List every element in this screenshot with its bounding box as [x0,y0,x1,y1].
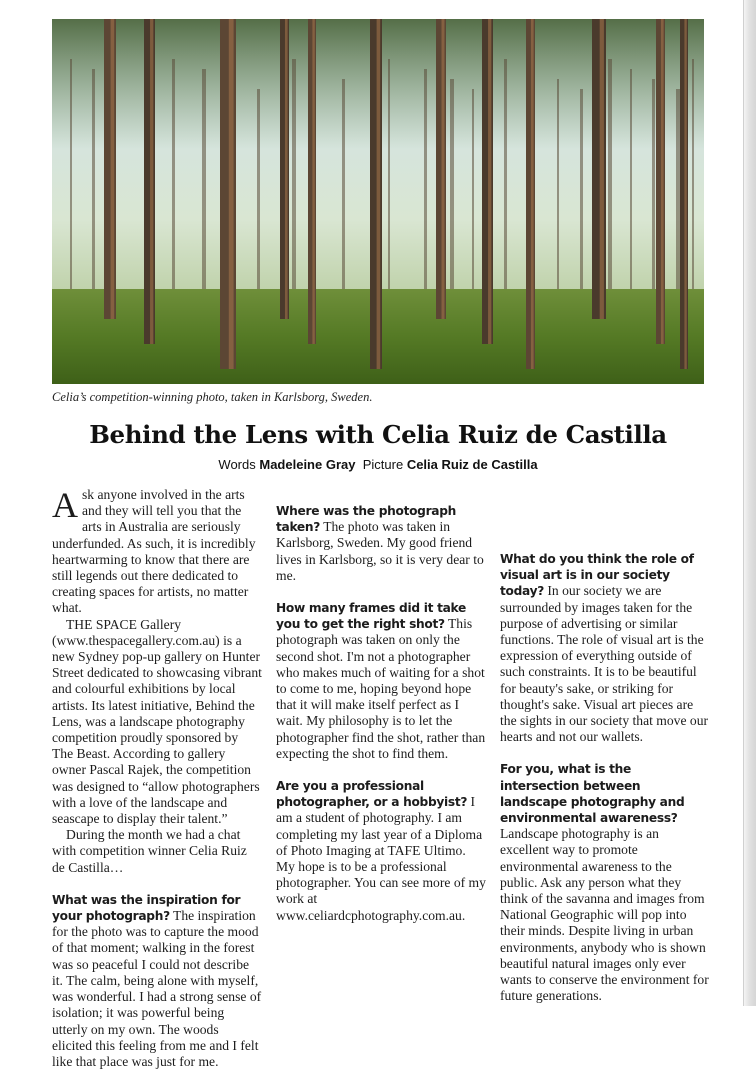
background-trunk [652,79,655,309]
question-location: Where was the photograph taken? [276,504,457,535]
trunk-highlight [442,19,445,319]
question-frames: How many frames did it take you to get the right shot? [276,601,466,632]
background-trunk [92,69,95,309]
byline-photographer: Celia Ruiz de Castilla [406,457,538,472]
answer-professional: I am a student of photography. I am completing my last year of a Diploma of Photo Imaging at TAFE Ultimo. My hope is to be a professional photographer. You can see more of my work at www.celiardcphotography.com.au. [276,794,486,923]
trunk-highlight [285,19,288,319]
trunk-highlight [111,19,115,319]
qa-environment [500,761,710,1004]
background-trunk [450,79,454,309]
chat-paragraph: During the month we had a chat with competition winner Celia Ruiz de Castilla… [52,827,247,875]
qa-location [276,503,486,584]
byline-words-label: Words [218,457,256,472]
qa-professional [276,778,486,924]
answer-frames: This photograph was taken on only the second shot. I'm not a photographer who makes much of waiting for a shot to come to me, hoping beyond hope that it will make itself perfect as I wait. My philosophy is to let the photographer find the shot, rather than expecting the shot to find them. [276,616,486,761]
article-title: Behind the Lens with Celia Ruiz de Castilla [89,420,667,449]
page-edge [743,0,756,1006]
background-trunk [172,59,175,309]
gallery-paragraph: THE SPACE Gallery (www.thespacegallery.com.au) is a new Sydney pop-up gallery on Hunter Street dedicated to showcasing vibrant and colourful exhibitions by local artists. Its latest initiative, Behind the Lens, was a landscape photography competition proudly sponsored by The Beast. According to gallery owner Pascal Rajek, the competition was designed to “allow photographers with a love of the landscape and seascape to display their talent.” [52,616,262,827]
question-professional: Are you a professional photographer, or a hobbyist? [276,779,468,810]
background-trunk [424,69,427,309]
background-trunk [504,59,507,309]
drop-cap: A [52,485,78,525]
answer-environment: Landscape photography is an excellent way to promote environmental awareness to the public. Ask any person what they think of the savanna and images from National Geographic will pop into their minds. Despite living in urban environments, anybody who is shown beautiful natural images only ever wants to conserve the environment for future generations. [500,826,709,1004]
background-trunk [257,89,260,309]
trunk-highlight [661,19,664,344]
answer-location: The photo was taken in Karlsborg, Sweden. My good friend lives in Karlsborg, so it is very dear to me. [276,519,484,583]
intro-paragraph [52,487,262,617]
background-trunk [70,59,72,309]
forest-illustration [52,19,704,384]
pine-forest-photo [52,19,704,384]
trunk-highlight [150,19,153,344]
trunk-highlight [229,19,234,369]
byline-author: Madeleine Gray [259,457,356,472]
trunk-highlight [531,19,534,369]
background-trunk [472,89,474,309]
background-trunk [388,59,390,309]
byline-picture-label: Picture [362,457,404,472]
answer-inspiration: The inspiration for the photo was to capture the mood of that moment; walking in the forest was so peaceful I could not describe it. The calm, being alone with myself, was wonderful. I had a strong sense of isolation; it was powerful being utterly on my own. The woods elicited this feeling from me and I felt like that place was just for me. [52,908,262,1069]
article-column-3 [500,487,710,1004]
background-trunk [630,69,632,309]
question-inspiration: What was the inspiration for your photograph? [52,892,241,924]
qa-frames [276,600,486,762]
background-trunk [608,59,612,309]
trunk-highlight [684,19,686,369]
intro-text: sk anyone involved in the arts and they will tell you that the arts in Australia are seriously underfunded. As such, it is incredibly heartwarming to know that there are still legends out there dedicated to creating spaces for artists, no matter what. [52,487,256,616]
trunk-highlight [312,19,314,344]
background-trunk [342,79,345,309]
article-column-2 [276,487,486,924]
question-visual-art: What do you think the role of visual art is in our society today? [500,552,694,599]
trunk-highlight [488,19,491,344]
photo-caption: Celia’s competition-winning photo, taken in Karlsborg, Sweden. [52,390,373,404]
background-trunk [676,89,680,309]
byline [52,457,704,472]
background-trunk [292,59,296,309]
qa-inspiration [52,892,262,1070]
trunk-highlight [377,19,381,369]
background-trunk [202,69,206,309]
trunk-highlight [600,19,604,319]
article-column-1 [52,487,262,1070]
background-trunk [557,79,559,309]
answer-visual-art: In our society we are surrounded by images taken for the purpose of advertising or similar functions. The role of visual art is the expression of everything outside of such constraints. It is to be beautiful for beauty's sake, or striking for thought's sake. Visual art pieces are the sights in our society that move our hearts and not our wallets. [500,583,709,745]
qa-visual-art [500,551,710,745]
question-environment: For you, what is the intersection between landscape photography and environmental awareness? [500,762,685,826]
background-trunk [580,89,583,309]
foreground-trunk [482,19,493,344]
background-trunk [692,59,694,309]
